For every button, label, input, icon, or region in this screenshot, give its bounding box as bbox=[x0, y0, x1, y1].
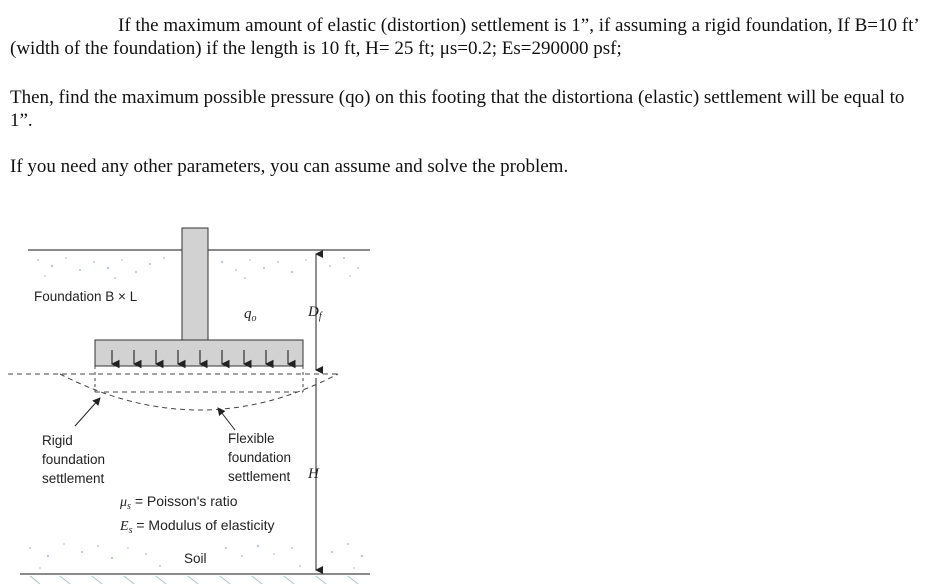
bedrock-hatch bbox=[30, 576, 358, 584]
flexible-label-line3: settlement bbox=[228, 469, 291, 484]
poisson-ratio-legend: $\mu_s$ = Poisson's ratio bbox=[120, 493, 238, 512]
q-label: $q_o$ bbox=[244, 306, 257, 324]
rigid-label-line1: Rigid bbox=[42, 433, 73, 448]
foundation-settlement-figure bbox=[0, 218, 380, 586]
modulus-legend: $E_s$ = Modulus of elasticity bbox=[120, 517, 275, 536]
rigid-label-line3: settlement bbox=[42, 471, 105, 486]
problem-paragraph-3: If you need any other parameters, you can assume and solve the problem. bbox=[10, 156, 569, 177]
foundation-footing bbox=[95, 340, 303, 366]
foundation-label: Foundation B × L bbox=[34, 289, 138, 304]
flexible-label-line1: Flexible bbox=[228, 431, 275, 446]
flexible-leader-arrow bbox=[218, 408, 235, 430]
flexible-label-line2: foundation bbox=[228, 450, 292, 465]
rigid-label-line2: foundation bbox=[42, 452, 106, 467]
df-label: $D_f$ bbox=[308, 304, 322, 322]
soil-label: Soil bbox=[184, 551, 207, 566]
h-label: H bbox=[308, 466, 319, 482]
rigid-leader-arrow bbox=[75, 398, 100, 426]
foundation-column bbox=[182, 228, 208, 340]
problem-paragraph-1: If the maximum amount of elastic (distortion) settlement is 1”, if assuming a rigid foundation, If B=10 ft’ (width of the foundation) if the length is 10 ft, H= 25 ft; μs=0.2; Es=290000 psf; bbox=[10, 15, 919, 59]
problem-paragraph-2: Then, find the maximum possible pressure (qo) on this footing that the distortiona (elastic) settlement will be equal to 1”. bbox=[10, 87, 905, 131]
